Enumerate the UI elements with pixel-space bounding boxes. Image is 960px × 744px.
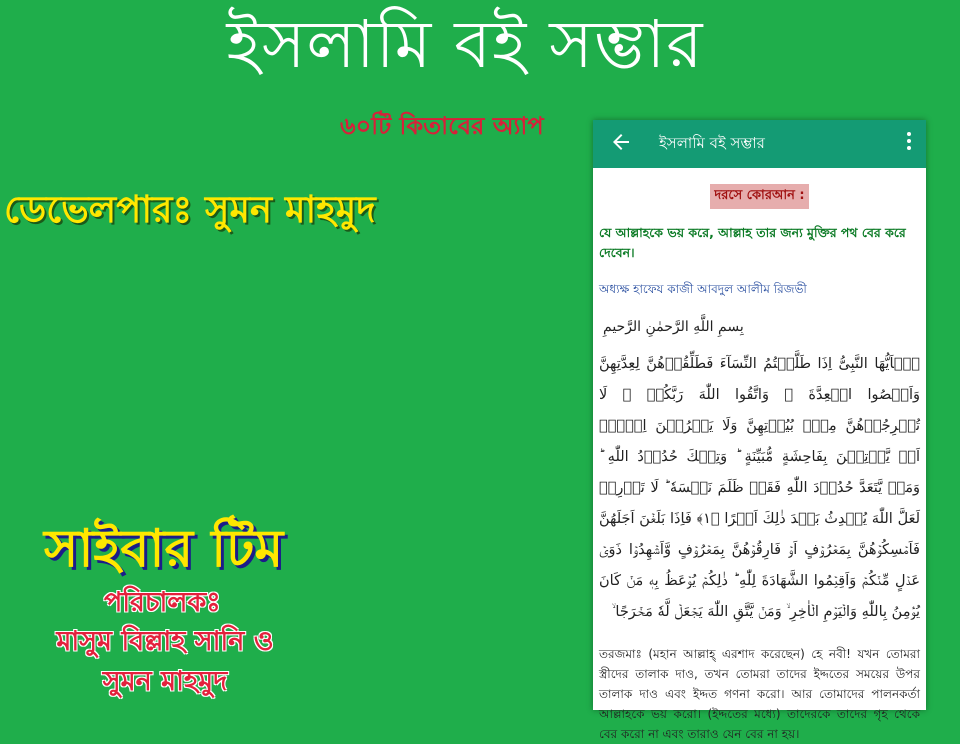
operator-label: পরিচালকঃ bbox=[104, 587, 221, 618]
operator-names bbox=[0, 622, 330, 702]
article-headline: যে আল্লাহকে ভয় করে, আল্লাহ তার জন্য মুক্তির পথ বের করে দেবেন। bbox=[599, 225, 906, 260]
promo-subtitle: ৬০টি কিতাবের অ্যাপ bbox=[340, 111, 544, 140]
app-bar-title: ইসলামি বই সম্ভার bbox=[659, 134, 765, 152]
article-author: অধ্যক্ষ হাফেয কাজী আবদুল আলীম রিজভী bbox=[599, 282, 807, 296]
bismillah-text: بِسمِ اللَّهِ الرَّحمٰنِ الرَّحيمِ bbox=[603, 319, 744, 335]
article-content[interactable] bbox=[593, 168, 926, 744]
team-name: সাইবার টিম bbox=[44, 519, 284, 579]
arrow-back-icon[interactable] bbox=[609, 130, 633, 154]
arabic-verse: يٰۤاَيُّهَا النَّبِىُّ اِذَا طَلَّقۡتُمُ النِّسَآءَ فَطَلِّقُوۡهُنَّ لِعِدَّتِهِنَّ وَاَحۡصُوا الۡعِدَّةَ ۚ وَاتَّقُوا اللّٰهَ رَبَّكُمۡ ۚ لَا تُخۡرِجُوۡهُنَّ مِنۡۢ بُيُوۡتِهِنَّ وَلَا يَخۡرُجۡنَ اِلَّاۤ اَنۡ يَّاۡتِيۡنَ بِفَاحِشَةٍ مُّبَيِّنَةٍ ؕ وَتِلۡكَ حُدُوۡدُ اللّٰهِ ؕ وَمَنۡ يَّتَعَدَّ حُدُوۡدَ اللّٰهِ فَقَدۡ ظَلَمَ نَفۡسَهٗ ؕ لَا تَدۡرِىۡ لَعَلَّ اللّٰهَ يُحۡدِثُ بَعۡدَ ذٰلِكَ اَمۡرًا ‏﴿۱﴾‏ فَاِذَا بَلَغۡنَ اَجَلَهُنَّ فَاَمۡسِكُوۡهُنَّ بِمَعۡرُوۡفٍ اَوۡ فَارِقُوۡهُنَّ بِمَعۡرُوۡفٍ وَّاَشۡهِدُوۡا ذَوَىۡ عَدۡلٍ مِّنۡكُمۡ وَاَقِيۡمُوا الشَّهَادَةَ لِلّٰهِ ؕ ذٰلِكُمۡ يُوۡعَظُ بِهٖ مَنۡ كَانَ يُؤۡمِنُ بِاللّٰهِ وَالۡيَوۡمِ الۡاٰخِرِ ۙ وَمَنۡ يَّتَّقِ اللّٰهَ يَجۡعَلۡ لَّهٗ مَخۡرَجًا ۙ bbox=[599, 356, 920, 620]
section-heading: দরসে কোরআন : bbox=[710, 184, 808, 209]
operator-names-line2: সুমন মাহমুদ bbox=[102, 666, 228, 697]
app-bar bbox=[593, 120, 926, 168]
phone-screenshot bbox=[593, 120, 926, 741]
verse-translation: তরজমাঃ (মহান আল্লাহ্ এরশাদ করেছেন) হে নবী! যখন তোমরা স্ত্রীদের তালাক দাও, তখন তোমরা তাদের ইদ্দতের সময়ের উপর তালাক দাও এবং ইদ্দত গণনা করো। আর তোমাদের পালনকর্তা আল্লাহকে ভয় করো। (ইদ্দতের মধ্যে) তাদেরকে তাদের গৃহ থেকে বের করো না এবং তারাও যেন বের না হয়। bbox=[599, 647, 920, 741]
developer-credit: ডেভেলপারঃ সুমন মাহমুদ bbox=[4, 188, 376, 231]
more-vert-icon[interactable] bbox=[906, 132, 912, 154]
promo-title: ইসলামি বই সম্ভার bbox=[226, 6, 704, 83]
operator-names-line1: মাসুম বিল্লাহ সানি ও bbox=[56, 626, 274, 657]
